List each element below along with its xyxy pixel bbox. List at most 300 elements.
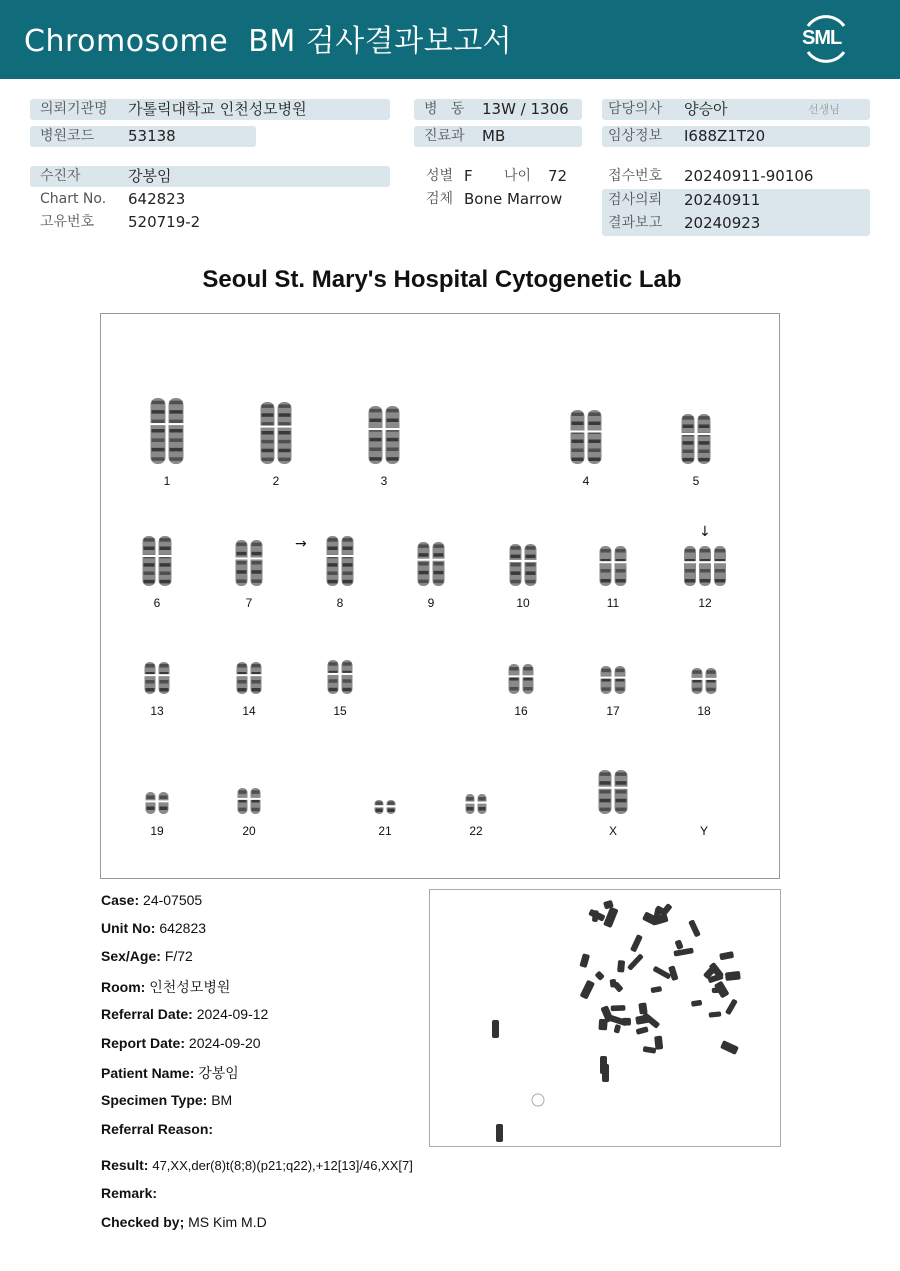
chromosome-band [343,688,352,692]
centromere [237,798,249,800]
chromosome-label-9: 9 [427,596,435,610]
chromosome-band [237,543,247,547]
chromosome-band [252,570,262,574]
centromere [236,674,249,676]
chromosome-label-12: 12 [698,596,712,610]
chromosome-band [419,562,429,566]
chromosome-label-22: 22 [469,824,483,838]
chromosome-band [600,781,611,785]
ward-value: 13W / 1306 [482,100,569,118]
chromosome-band [572,440,584,444]
specimen-label: 검체 [426,191,454,207]
centromere [522,675,535,677]
chromosome-pair-18 [691,668,718,694]
report-value: 20240923 [684,214,761,232]
report-header [0,0,900,79]
centromere [385,428,401,430]
chromosome-band [510,667,519,671]
chromosome-band [616,781,627,785]
chromosome-band [526,546,536,550]
chromosome-band [589,458,601,462]
metaphase-chromosome [635,1014,650,1024]
centromere [698,561,712,563]
centromere [158,674,171,676]
chromosome-pair-7 [235,540,264,586]
chromosome-label-15: 15 [333,704,347,718]
sexage-value: F/72 [164,948,193,964]
remark-line [101,1185,157,1201]
sex-value: F [464,167,473,185]
checked-value: MS Kim M.D [188,1214,267,1230]
chromosome-band [328,572,338,576]
chromosome-band [239,790,247,794]
room-value: 인천성모병원 [149,979,231,995]
dept-label: 진료과 [424,128,465,144]
lab-title: Seoul St. Mary's Hospital Cytogenetic Lab [202,266,682,293]
sexage-line [101,948,193,964]
centromere [691,678,704,680]
chromosome-band [329,662,338,666]
chromosome-band [434,562,444,566]
specimen-type-line [101,1092,232,1108]
hospital-code-row [30,126,256,147]
chromosome-band [715,569,725,573]
centromere [150,423,167,425]
chromosome-band [262,458,274,462]
id-row [30,212,390,233]
chromosome-band [699,450,710,454]
chromosome-band [279,449,291,453]
centromere [250,798,262,800]
metaphase-chromosome [650,986,662,993]
centromere [600,677,613,679]
chromosome-band [434,580,444,584]
hospital-code-label: 병원코드 [40,128,95,144]
chromosome-band [683,425,694,429]
report-date-value: 2024-09-20 [188,1035,261,1051]
chromosome-band [170,401,183,405]
chromosome-band [600,772,611,776]
chromosome-band [237,561,247,565]
doctor-row [602,99,870,120]
chromosome-label-3: 3 [380,474,388,488]
patient-name-value: 강봉임 [198,1065,239,1081]
centromere [235,557,249,559]
centromere [327,673,340,675]
chromosome-pair-15 [327,660,354,694]
chromosome [146,792,156,814]
patient-row [30,166,390,187]
centromere [614,787,629,789]
metaphase-image [429,889,781,1147]
chromosome-band [616,687,625,691]
chromosome-band [160,688,169,692]
chromosome-band [434,553,444,557]
metaphase-chromosome [725,999,738,1016]
chromosome-band [601,579,611,583]
chromosome-band [510,687,519,691]
chromosome-band [160,547,171,551]
metaphase-chromosome [594,971,604,981]
chromosome-band [685,549,695,553]
chromosome-band [387,448,399,452]
chromosome-band [279,404,291,408]
chromosome-band [252,552,262,556]
chromosome-band [707,688,716,692]
hospital-code-value: 53138 [128,127,176,145]
chromosome-band [343,572,353,576]
metaphase-chromosome [673,948,694,957]
metaphase-chromosome [602,1064,609,1082]
chromosome-band [616,549,626,553]
chromosome-band [511,563,521,567]
chromosome-band [700,569,710,573]
doctor-value: 양승아 [684,100,728,118]
chromosome-band [616,772,627,776]
centromere [158,555,173,557]
request-value: 20240911 [684,191,761,209]
centromere [386,805,397,807]
chromosome-band [602,687,611,691]
metaphase-chromosome [688,919,701,937]
metaphase-chromosome [712,987,722,993]
chromosome-label-4: 4 [582,474,590,488]
chromosome-label-8: 8 [336,596,344,610]
chromosome-band [370,457,382,461]
chromosome-band [683,450,694,454]
chromosome-band [616,790,627,794]
result-line [101,1157,413,1173]
chromosome-band [526,563,536,567]
metaphase-chromosome [608,1015,628,1027]
chromosome-band [144,538,155,542]
chromosome-band [601,549,611,553]
result-value: 47,XX,der(8)t(8;8)(p21;q22),+12[13]/46,XX[7] [152,1158,413,1173]
chromosome [342,536,354,586]
receipt-value: 20240911-90106 [684,167,814,185]
chromosome-pair-10 [509,544,538,586]
chromosome-band [252,543,262,547]
metaphase-chromosome [652,966,671,980]
metaphase-chromosome [617,960,625,973]
centromere [250,674,263,676]
metaphase-chromosome [492,1020,499,1038]
ward-label: 병 동 [424,101,465,117]
chromosome-band [511,571,521,575]
chromosome-band [683,441,694,445]
chromosome-band [146,680,155,684]
chromosome-band [589,440,601,444]
report-date-row [602,213,870,234]
chromosome-band [152,429,165,433]
receipt-label: 접수번호 [608,168,663,184]
chromosome-band [683,458,694,462]
chromosome-pair-12 [683,546,727,586]
centromere [599,561,613,563]
chromosome-band [387,457,399,461]
chromosome-band [693,670,702,674]
karyogram [100,313,780,879]
referral-date-label: Referral Date: [101,1006,193,1022]
chromosome-band [252,680,261,684]
chromosome-band [262,431,274,435]
metaphase-chromosome [610,979,617,988]
chromosome [698,414,711,464]
metaphase-chromosome [654,1036,663,1050]
chromosome-band [170,438,183,442]
chromosome-band [262,413,274,417]
chromosome-band [600,790,611,794]
chromosome-band [170,429,183,433]
centromere [524,560,538,562]
chromosome-band [376,809,383,813]
id-label: 고유번호 [40,214,95,230]
chromosome-band [467,797,474,801]
chromosome-pair-4 [570,410,603,464]
chromosome-band [526,580,536,584]
metaphase-chromosome [720,1040,739,1055]
centromere [570,431,586,433]
chromosome-pair-14 [236,662,263,694]
chromosome-label-21: 21 [378,824,392,838]
metaphase-chromosome [613,1024,621,1034]
chromosome-band [279,458,291,462]
clinical-row [602,126,870,147]
centromere [705,678,718,680]
chromosome-band [526,571,536,575]
chromosome-band [238,664,247,668]
chromosome-label-17: 17 [606,704,620,718]
chromosome-pair-9 [417,542,446,586]
metaphase-chromosome [725,971,741,981]
metaphase-chromosome [643,1046,657,1054]
chromosome-band [699,416,710,420]
chromosome-band [279,431,291,435]
chromosome-band [343,580,353,584]
chromosome-band [144,563,155,567]
centromere [432,559,446,561]
chromosome-band [144,547,155,551]
chromosome-band [238,688,247,692]
chromosome-band [370,419,382,423]
chromosome-band [146,688,155,692]
chromosome-pair-13 [144,662,171,694]
chromosome-band [343,679,352,683]
chromosome-pair-21 [374,800,397,814]
referral-reason-label: Referral Reason: [101,1121,214,1137]
chromosome-band [600,799,611,803]
debris-circle [532,1094,544,1106]
chromosome-label-20: 20 [242,824,256,838]
metaphase-chromosome [709,1011,722,1017]
chromosome-pair-8 [326,536,355,586]
chromosome-label-1: 1 [163,474,171,488]
centromere [142,555,157,557]
centromere [417,559,431,561]
chromosome-pair-3 [368,406,401,464]
centromere [277,426,293,428]
centromere [508,675,521,677]
chromosome-band [147,796,155,800]
chromosome-band [589,449,601,453]
referral-date-value: 2024-09-12 [196,1006,269,1022]
report-label: 결과보고 [608,215,663,231]
chromosome-band [387,438,399,442]
request-label: 검사의뢰 [608,192,663,208]
chromosome-pair-19 [145,792,170,814]
metaphase-chromosome [636,1026,649,1035]
unit-line [101,920,206,936]
metaphase-chromosome [592,910,599,922]
chromosome [682,414,695,464]
dept-row [414,126,582,147]
chromosome-band [419,580,429,584]
result-label: Result: [101,1157,149,1173]
chromosome-band [144,580,155,584]
chromosome-band [328,580,338,584]
chromosome-band [479,807,486,811]
chromosome-label-6: 6 [153,596,161,610]
sml-logo [798,12,854,66]
centromere [614,677,627,679]
referral-date-line [101,1006,268,1022]
specimen-value: Bone Marrow [464,190,563,208]
metaphase-chromosome [691,1000,702,1007]
chromosome-band [152,410,165,414]
centromere [598,787,613,789]
chromosome-band [715,579,725,583]
request-row [602,190,870,211]
chromosome-band [572,458,584,462]
checked-label: Checked by; [101,1214,185,1230]
chromosome [571,410,585,464]
case-line [101,892,202,908]
unit-label: Unit No: [101,920,156,936]
age-label: 나이 [504,168,532,184]
centromere [168,423,185,425]
chromosome-band [388,809,395,813]
chromosome-band [511,555,521,559]
chromosome-band [328,538,338,542]
centromere [341,555,355,557]
chart-value: 642823 [128,190,186,208]
chromosome-label-16: 16 [514,704,528,718]
chromosome-band [160,807,168,811]
chromosome-band [279,413,291,417]
chromosome [369,406,383,464]
chromosome-band [572,422,584,426]
chromosome-band [715,549,725,553]
chromosome-band [434,544,444,548]
chromosome-band [343,538,353,542]
metaphase-spread [430,890,780,1146]
chromosome-pair-11 [599,546,628,586]
specimen-type-value: BM [211,1092,233,1108]
chromosome-band [329,679,338,683]
chromosome-band [279,422,291,426]
chromosome-band [511,580,521,584]
chromosome-band [376,802,383,806]
centromere [326,555,340,557]
remark-label: Remark: [101,1185,158,1201]
chromosome-band [170,457,183,461]
chromosome [143,536,156,586]
chromosome-pair-16 [508,664,535,694]
chromosome-pair-5 [681,414,712,464]
patient-name-line [101,1063,239,1083]
chromosome-band [589,422,601,426]
report-title: Chromosome BM 검사결과보고서 [24,24,513,59]
chromosome-band [152,438,165,442]
metaphase-chromosome [719,951,734,960]
chromosome-band [589,413,601,417]
institution-label: 의뢰기관명 [40,101,108,117]
clinical-label: 임상정보 [608,128,663,144]
chromosome-band [479,797,486,801]
chromosome-band [616,579,626,583]
chromosome-label-19: 19 [150,824,164,838]
centromere [250,557,264,559]
chromosome-pair-20 [237,788,262,814]
metaphase-chromosome [630,934,643,952]
chromosome-band [685,569,695,573]
metaphase-chromosome [611,1005,626,1011]
chromosome-band [693,688,702,692]
chromosome-band [370,409,382,413]
chromosome-band [572,449,584,453]
chromosome-band [160,572,171,576]
chromosome-band [238,680,247,684]
chromosome-band [343,563,353,567]
metaphase-chromosome [496,1124,503,1142]
chromosome-label-10: 10 [516,596,530,610]
referral-reason-line [101,1121,213,1137]
chromosome-band [152,457,165,461]
chromosome-band [160,538,171,542]
chromosome [386,406,400,464]
chromosome-band [252,561,262,565]
chromosome-band [699,458,710,462]
metaphase-chromosome [668,965,678,981]
report-date-line [101,1035,261,1051]
age-value: 72 [548,167,568,185]
centromere [683,561,697,563]
chromosome-band [237,552,247,556]
chromosome-band [252,808,260,812]
chromosome-pair-17 [600,666,627,694]
ward-row [414,99,582,120]
metaphase-chromosome [579,953,590,968]
chromosome-band [160,680,169,684]
centromere [368,428,384,430]
chromosome-band [683,416,694,420]
centromere [614,561,628,563]
chromosome-band [252,688,261,692]
chromosome-band [600,808,611,812]
chart-label: Chart No. [40,191,107,207]
chromosome-label-2: 2 [272,474,280,488]
centromere [509,560,523,562]
id-value: 520719-2 [128,213,201,231]
chromosome-pair-X [598,770,629,814]
chromosome-band [524,667,533,671]
chromosome-band [467,807,474,811]
chromosome-band [419,553,429,557]
chromosome-band [170,410,183,414]
sexage-label: Sex/Age: [101,948,161,964]
centromere [158,800,170,802]
chromosome-band [252,664,261,668]
